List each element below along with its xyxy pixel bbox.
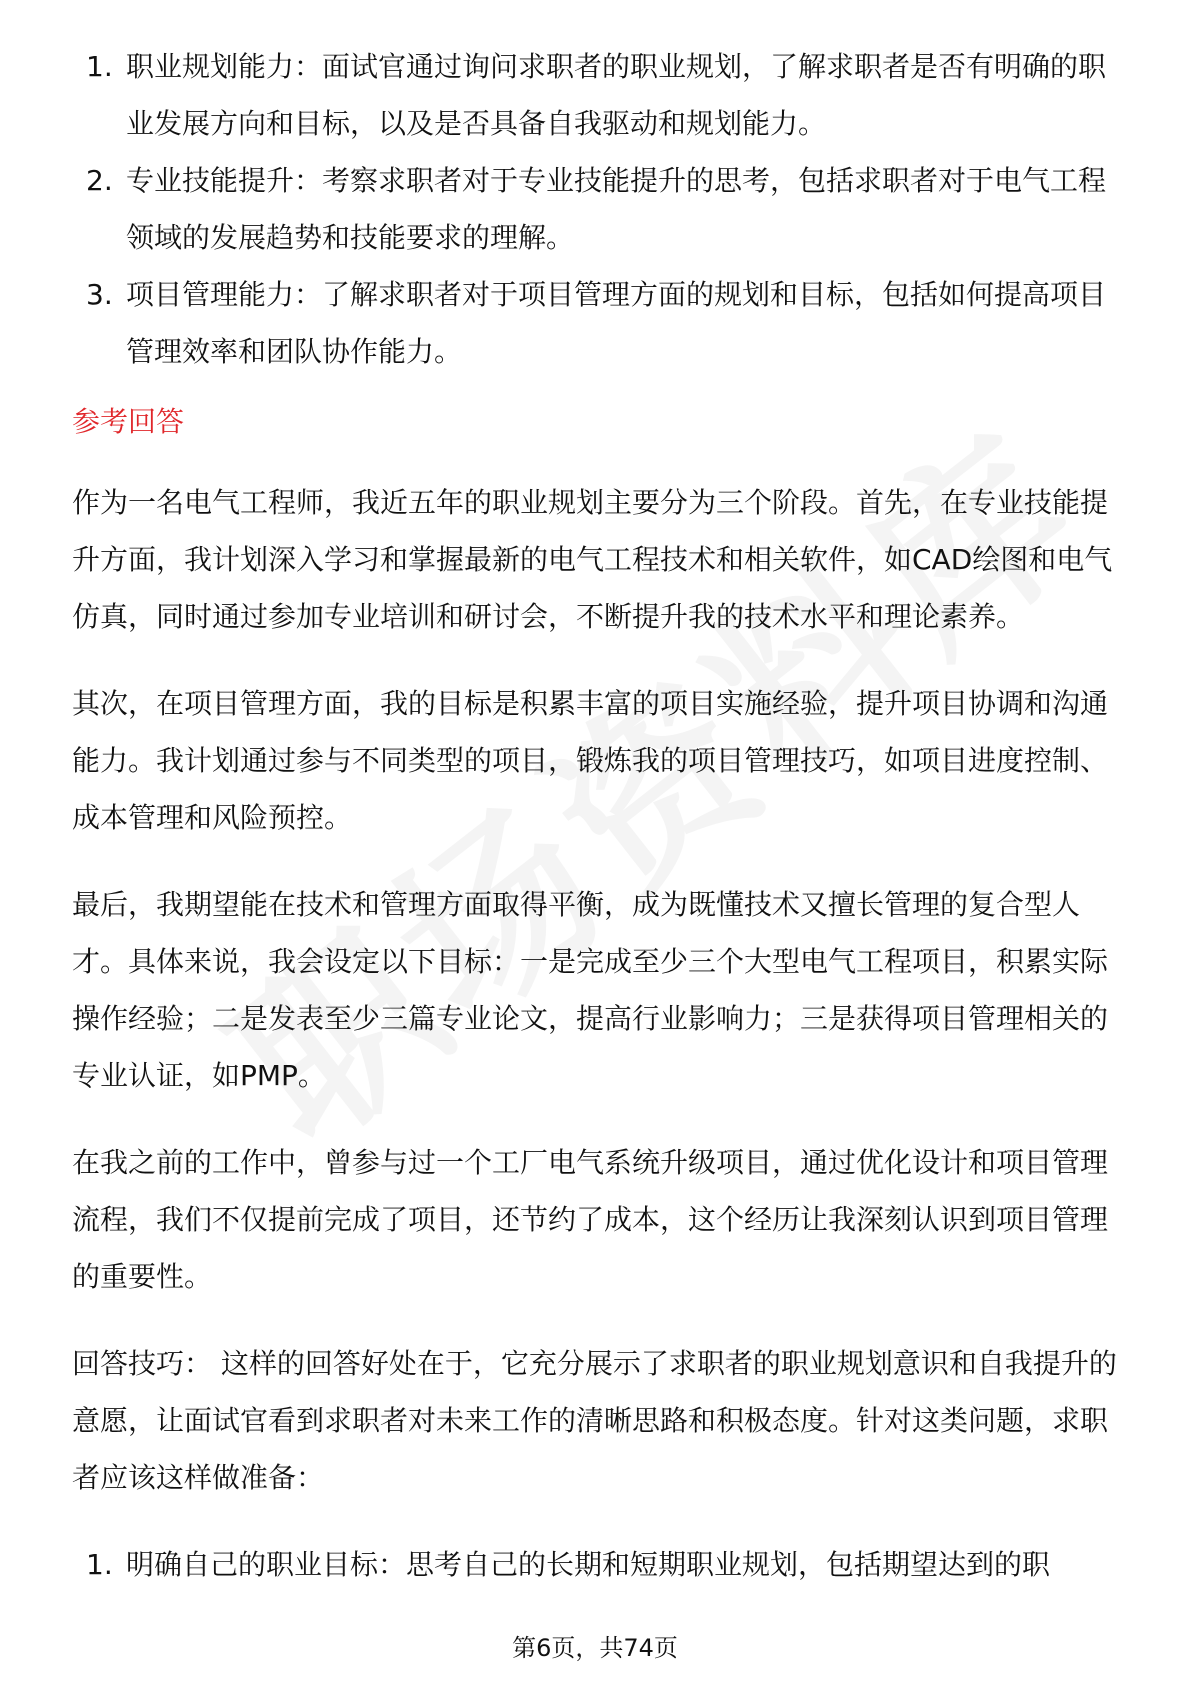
answer-paragraph: 其次，在项目管理方面，我的目标是积累丰富的项目实施经验，提升项目协调和沟通能力。我计划通过参与不同类型的项目，锻炼我的项目管理技巧，如项目进度控制、成本管理和风险预控。 bbox=[72, 687, 1109, 834]
list-number: 1. bbox=[86, 50, 113, 83]
list-number: 3. bbox=[86, 278, 113, 311]
intro-points-list bbox=[72, 38, 1122, 380]
section-heading: 参考回答 bbox=[72, 405, 185, 438]
answer-paragraph: 最后，我期望能在技术和管理方面取得平衡，成为既懂技术又擅长管理的复合型人才。具体来说，我会设定以下目标：一是完成至少三个大型电气工程项目，积累实际操作经验；二是发表至少三篇专业论文，提高行业影响力；三是获得项目管理相关的专业认证，如PMP。 bbox=[72, 888, 1109, 1092]
page-footer: 第6页，共74页 bbox=[512, 1634, 678, 1662]
answer-paragraph: 在我之前的工作中，曾参与过一个工厂电气系统升级项目，通过优化设计和项目管理流程，我们不仅提前完成了项目，还节约了成本，这个经历让我深刻认识到项目管理的重要性。 bbox=[72, 1146, 1109, 1293]
list-item bbox=[72, 38, 1122, 152]
list-item bbox=[72, 266, 1122, 380]
list-item bbox=[72, 1536, 1122, 1593]
list-number: 2. bbox=[86, 164, 113, 197]
tips-paragraph: 回答技巧： 这样的回答好处在于，它充分展示了求职者的职业规划意识和自我提升的意愿，让面试官看到求职者对未来工作的清晰思路和积极态度。针对这类问题，求职者应该这样做准备： bbox=[72, 1347, 1117, 1494]
list-text: 专业技能提升：考察求职者对于专业技能提升的思考，包括求职者对于电气工程领域的发展趋势和技能要求的理解。 bbox=[126, 164, 1107, 254]
answer-paragraph: 作为一名电气工程师，我近五年的职业规划主要分为三个阶段。首先，在专业技能提升方面，我计划深入学习和掌握最新的电气工程技术和相关软件，如CAD绘图和电气仿真，同时通过参加专业培训和研讨会，不断提升我的技术水平和理论素养。 bbox=[72, 486, 1113, 633]
list-item bbox=[72, 152, 1122, 266]
list-number: 1. bbox=[86, 1548, 113, 1581]
list-text: 职业规划能力：面试官通过询问求职者的职业规划，了解求职者是否有明确的职业发展方向和目标，以及是否具备自我驱动和规划能力。 bbox=[126, 50, 1107, 140]
list-text: 项目管理能力：了解求职者对于项目管理方面的规划和目标，包括如何提高项目管理效率和团队协作能力。 bbox=[126, 278, 1107, 368]
page-content bbox=[72, 38, 1122, 1593]
prep-points-list bbox=[72, 1536, 1122, 1593]
list-text: 明确自己的职业目标：思考自己的长期和短期职业规划，包括期望达到的职 bbox=[126, 1548, 1051, 1581]
